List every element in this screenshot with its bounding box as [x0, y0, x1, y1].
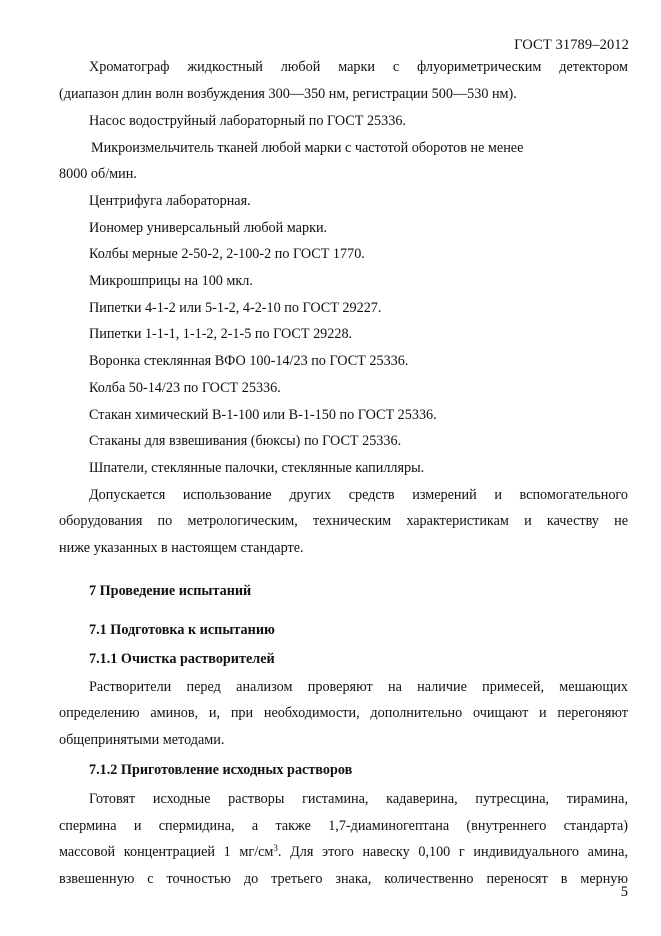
paragraph-solvents-line-3: общепринятыми методами.	[59, 732, 225, 748]
paragraph-pipettes-1: Пипетки 4-1-2 или 5-1-2, 4-2-10 по ГОСТ 29227.	[89, 300, 382, 316]
stock-line-3-part-b: . Для этого навеску 0,100 г индивидуального амина,	[277, 844, 628, 860]
paragraph-solvents-line-2: определению аминов, и, при необходимости, дополнительно очищают и перегоняют	[59, 705, 628, 721]
paragraph-chromatograph-line-1: Хроматограф жидкостный любой марки с флуориметрическим детектором	[89, 59, 628, 75]
page-number: 5	[620, 884, 628, 900]
paragraph-ionomer: Иономер универсальный любой марки.	[89, 220, 328, 236]
section-heading-7-1-1: 7.1.1 Очистка растворителей	[89, 651, 275, 667]
paragraph-funnel: Воронка стеклянная ВФО 100-14/23 по ГОСТ 25336.	[89, 353, 409, 369]
cubic-superscript: 3	[273, 843, 278, 853]
paragraph-flasks: Колбы мерные 2-50-2, 2-100-2 по ГОСТ 1770.	[89, 246, 365, 262]
paragraph-grinder-line-2: 8000 об/мин.	[59, 166, 137, 182]
paragraph-chromatograph-line-2: (диапазон длин волн возбуждения 300—350 нм, регистрации 500—530 нм).	[59, 86, 517, 102]
paragraph-flask: Колба 50-14/23 по ГОСТ 25336.	[89, 380, 281, 396]
paragraph-spatulas: Шпатели, стеклянные палочки, стеклянные капилляры.	[89, 460, 425, 476]
paragraph-centrifuge: Центрифуга лабораторная.	[89, 193, 251, 209]
paragraph-solvents-line-1: Растворители перед анализом проверяют на наличие примесей, мешающих	[89, 679, 628, 695]
section-heading-7: 7 Проведение испытаний	[89, 583, 252, 599]
stock-line-3-part-a: массовой концентрацией 1 мг/см	[59, 844, 274, 860]
paragraph-stock-line-1: Готовят исходные растворы гистамина, кадаверина, путресцина, тирамина,	[89, 791, 628, 807]
paragraph-microsyringes: Микрошприцы на 100 мкл.	[89, 273, 253, 289]
section-heading-7-1-2: 7.1.2 Приготовление исходных растворов	[89, 762, 353, 778]
paragraph-weighing-cups: Стаканы для взвешивания (бюксы) по ГОСТ 25336.	[89, 433, 402, 449]
paragraph-pipettes-2: Пипетки 1-1-1, 1-1-2, 2-1-5 по ГОСТ 29228.	[89, 326, 353, 342]
paragraph-allowed-line-2: оборудования по метрологическим, техническим характеристикам и качеству не	[59, 513, 628, 529]
paragraph-allowed-line-1: Допускается использование других средств измерений и вспомогательного	[89, 487, 628, 503]
paragraph-grinder-line-1: Микроизмельчитель тканей любой марки с частотой оборотов не менее	[91, 140, 524, 156]
paragraph-beaker: Стакан химический В-1-100 или В-1-150 по ГОСТ 25336.	[89, 407, 437, 423]
document-header: ГОСТ 31789–2012	[514, 37, 629, 53]
paragraph-stock-line-3	[59, 843, 628, 861]
paragraph-allowed-line-3: ниже указанных в настоящем стандарте.	[59, 540, 304, 556]
paragraph-pump: Насос водоструйный лабораторный по ГОСТ 25336.	[89, 113, 406, 129]
paragraph-stock-line-2: спермина и спермидина, а также 1,7-диаминогептана (внутреннего стандарта)	[59, 818, 628, 834]
paragraph-stock-line-4: взвешенную с точностью до третьего знака, количественно переносят в мерную	[59, 871, 628, 887]
section-heading-7-1: 7.1 Подготовка к испытанию	[89, 622, 275, 638]
